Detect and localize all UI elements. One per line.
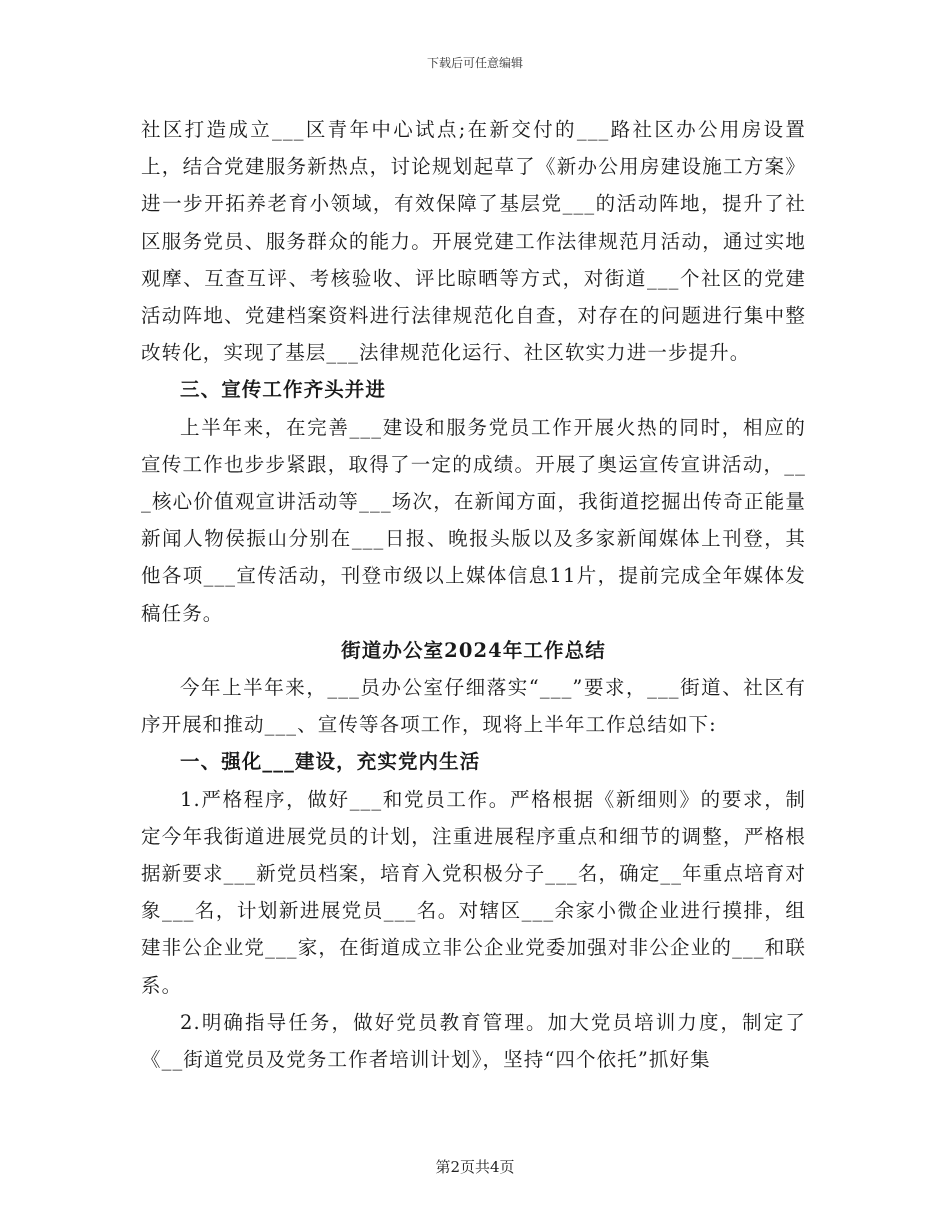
paragraph: 1.严格程序，做好___和党员工作。严格根据《新细则》的要求，制定今年我街道进展党员的计划，注重进展程序重点和细节的调整，严格根据新要求___新党员档案，培育入党积极分子___名，确定__年重点培育对象___名，计划新进展党员___名。对辖区___余家小微企业进行摸排，组建非公企业党___家，在街道成立非公企业党委加强对非公企业的___和联系。 (141, 787, 806, 997)
page-footer: 第2页共4页 (435, 1158, 515, 1176)
paragraph-continued: 社区打造成立___区青年中心试点;在新交付的___路社区办公用房设置上，结合党建服务新热点，讨论规划起草了《新办公用房建设施工方案》进一步开拓养老育小领域，有效保障了基层党___的活动阵地，提升了社区服务党员、服务群众的能力。开展党建工作法律规范月活动，通过实地观摩、互查互评、考核验收、评比晾晒等方式，对街道___个社区的党建活动阵地、党建档案资料进行法律规范化自查，对存在的问题进行集中整改转化，实现了基层___法律规范化运行、社区软实力进一步提升。 (141, 118, 806, 365)
paragraph: 上半年来，在完善___建设和服务党员工作开展火热的同时，相应的宣传工作也步步紧跟，取得了一定的成绩。开展了奥运宣传宣讲活动，___核心价值观宣讲活动等___场次，在新闻方面，我街道挖掘出传奇正能量新闻人物侯振山分别在___日报、晚报头版以及多家新闻媒体上刊登，其他各项___宣传活动，刊登市级以上媒体信息11片，提前完成全年媒体发稿任务。 (141, 415, 806, 625)
paragraph: 2.明确指导任务，做好党员教育管理。加大党员培训力度，制定了《__街道党员及党务工作者培训计划》，坚持“四个依托”抓好集 (141, 1010, 806, 1072)
document-body (141, 111, 806, 1078)
paragraph: 今年上半年来，___员办公室仔细落实“___”要求，___街道、社区有序开展和推动___、宣传等各项工作，现将上半年工作总结如下: (141, 676, 806, 737)
section-heading: 一、强化___建设，充实党内生活 (180, 750, 481, 774)
page-header: 下载后可任意编辑 (426, 56, 523, 70)
section-heading: 三、宣传工作齐头并进 (180, 378, 387, 402)
document-title: 街道办公室2024年工作总结 (341, 638, 606, 662)
